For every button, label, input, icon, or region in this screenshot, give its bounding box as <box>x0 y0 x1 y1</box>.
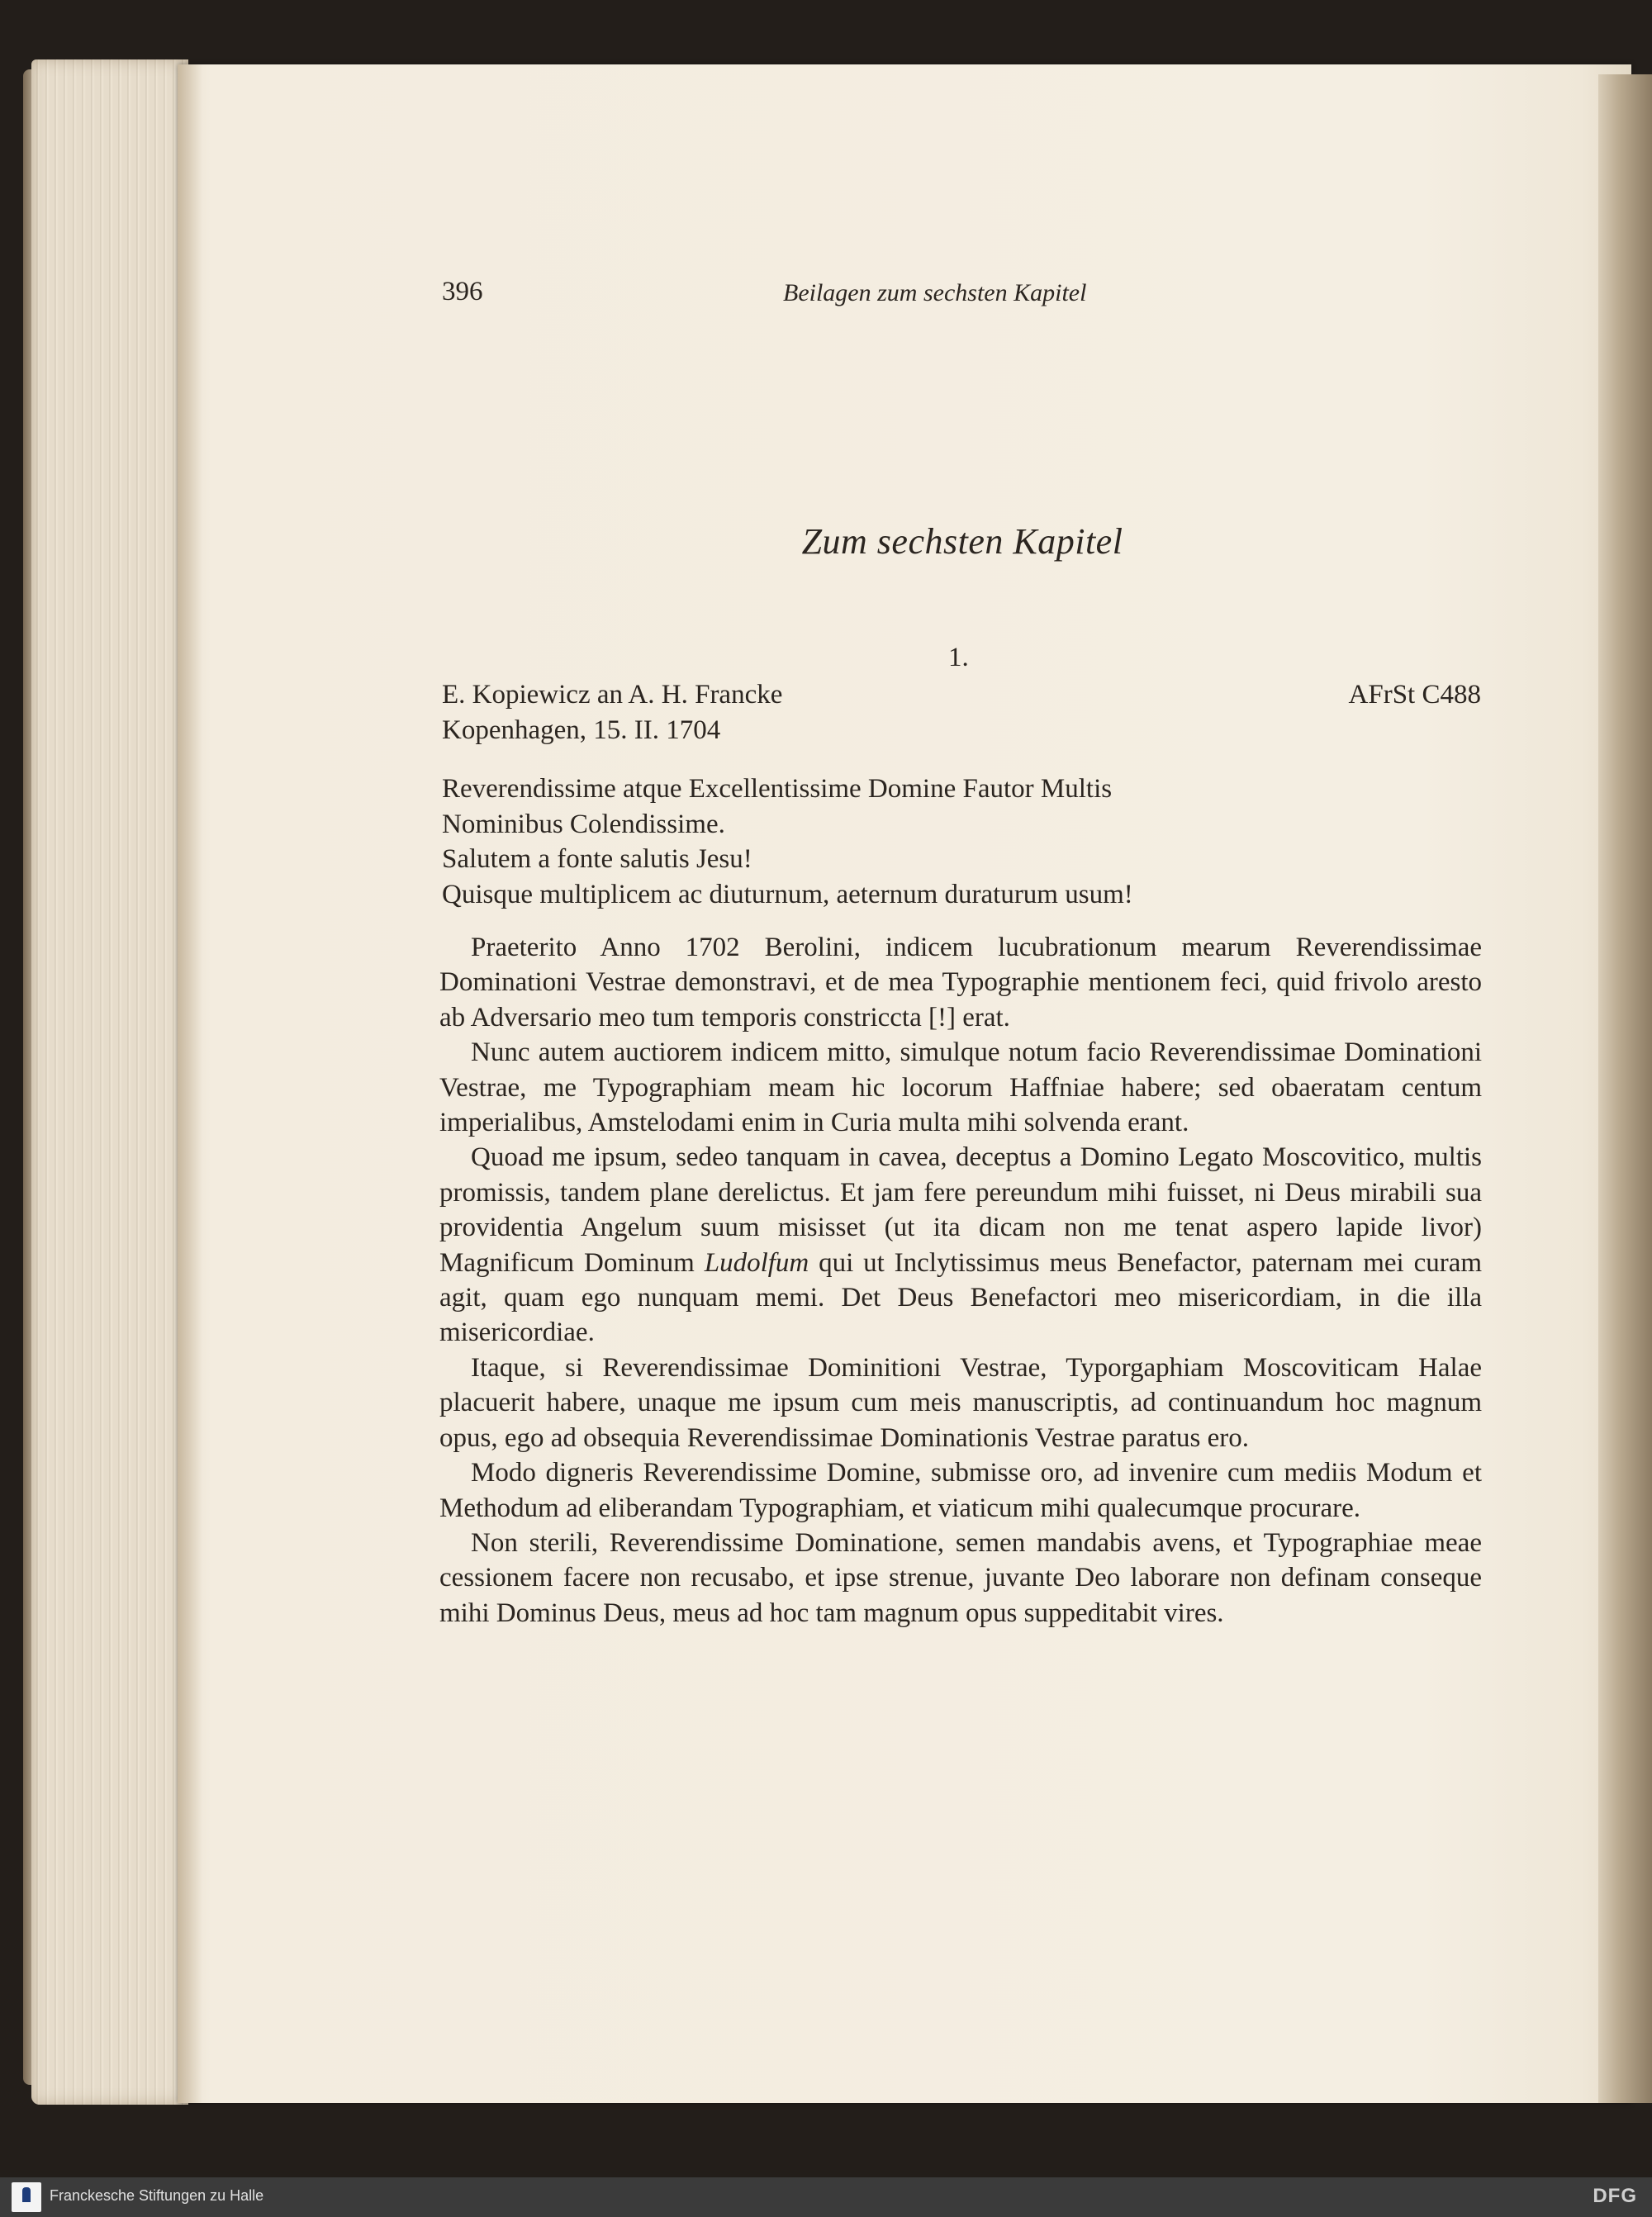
paragraph-4: Itaque, si Reverendissimae Dominitioni Vestrae, Typorgaphiam Moscoviticam Halae placuerit habere, unaque me ipsum cum meis manuscriptis, ad continuandum hoc magnum opus, ego ad obsequia Reverendissimae Dominationis Vestrae paratus ero. <box>439 1352 1482 1453</box>
sender-line: E. Kopiewicz an A. H. Francke <box>442 680 783 710</box>
salutation-line: Reverendissime atque Excellentissime Domine Fautor Multis <box>442 774 1113 804</box>
paragraph-1: Praeterito Anno 1702 Berolini, indicem lucubrationum mearum Reverendissimae Dominationi Vestrae demonstravi, et de mea Typographie mentionem feci, quid frivolo aresto ab Adversario meo tum temporis constriccta [!] erat. <box>439 933 1482 1033</box>
paragraph-3-italic-name: Ludolfum <box>704 1247 809 1278</box>
running-head: Beilagen zum sechsten Kapitel <box>783 279 1087 306</box>
chapter-title: Zum sechsten Kapitel <box>801 521 1123 562</box>
dfg-logo: DFG <box>1593 2185 1637 2207</box>
salutation-line: Quisque multiplicem ac diuturnum, aeternum duraturum usum! <box>442 879 1133 909</box>
paragraph-3 <box>439 1140 1482 1350</box>
paragraph-3-text-a: Quoad me ipsum, sedeo tanquam in cavea, deceptus a Domino Legato Moscovitico, multis promissis, tandem plane derelictus. Et jam fere pereundum mihi fuisset, ni Deus mirabili sua providentia Angelum suum misisset (ut ita dicam non me tenat aspero lapide livor) Magnificum Dominum <box>439 1142 1482 1278</box>
paragraph-3-text-b: qui ut Inclytissimus meus Benefactor, paternam mei curam agit, quam ego nunquam memi. Det Deus Benefactori meo misericordiam, in die illa misericordiae. <box>439 1247 1483 1348</box>
paragraph-5: Modo digneris Reverendissime Domine, submisse oro, ad invenire cum mediis Modum et Methodum ad eliberandam Typographiam, et viaticum mihi qualecumque procurare. <box>439 1458 1482 1523</box>
archive-reference: AFrSt C488 <box>1348 680 1481 710</box>
place-date: Kopenhagen, 15. II. 1704 <box>442 715 721 745</box>
viewer-footer <box>0 2177 1652 2217</box>
book-gutter <box>1598 74 1652 2103</box>
paragraph-2: Nunc autem auctiorem indicem mitto, simulque notum facio Reverendissimae Dominationi Vestrae, me Typographiam meam hic locorum Haffniae habere; sed obaeratam centum imperialibus, Amstelodami enim in Curia multa mihi solvenda erant. <box>439 1037 1482 1138</box>
document-number: 1. <box>948 643 969 672</box>
page-binding-shadow <box>178 64 202 2103</box>
letter-body <box>439 930 1482 1631</box>
page-number: 396 <box>442 277 483 306</box>
institution-logo-icon <box>12 2182 41 2212</box>
salutation-block <box>442 771 1483 912</box>
salutation-line: Nominibus Colendissime. <box>442 809 725 839</box>
paragraph-6: Non sterili, Reverendissime Dominatione, semen mandabis avens, et Typographiae meae cessionem facere non recusabo, et ipse strenue, juvante Deo laborare non definam conseque mihi Dominus Deus, meus ad hoc tam magnum opus suppeditabit vires. <box>439 1527 1482 1628</box>
footer-institution-label: Franckesche Stiftungen zu Halle <box>50 2187 264 2204</box>
salutation-line: Salutem a fonte salutis Jesu! <box>442 844 752 874</box>
book-page-edges <box>31 59 188 2105</box>
